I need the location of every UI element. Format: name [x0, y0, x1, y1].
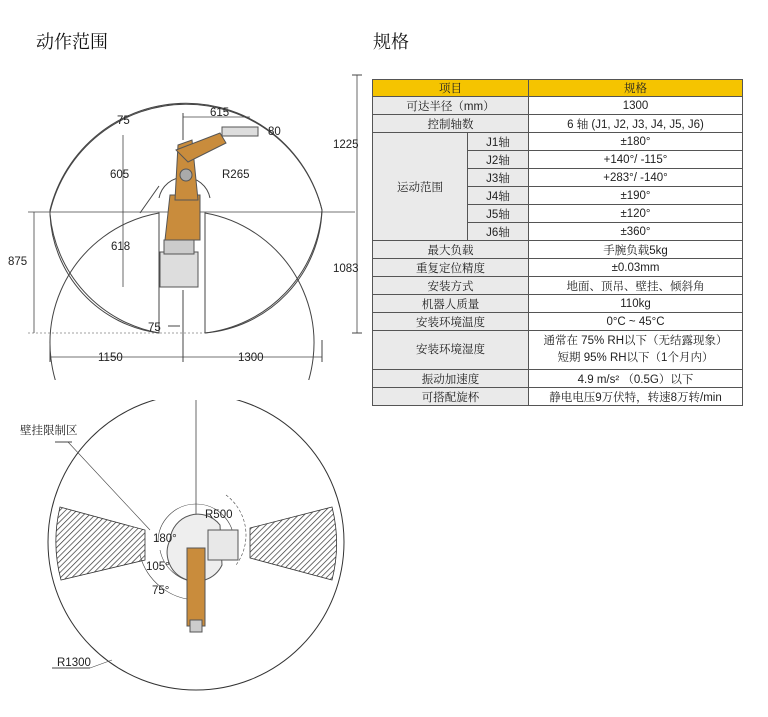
humidity-line-2: 短期 95% RH以下（1个月内） [557, 352, 714, 364]
table-header-row [373, 80, 743, 97]
humidity-line-1: 通常在 75% RH以下（无结露现象） [543, 335, 728, 347]
dim-1225: 1225 [333, 139, 359, 151]
axis-value: +140°/ -115° [529, 151, 743, 169]
row-value: ±0.03mm [529, 259, 743, 277]
row-value: 4.9 m/s² （0.5G）以下 [529, 370, 743, 388]
header-item: 项目 [373, 80, 529, 97]
dim-618: 618 [111, 241, 131, 253]
side-view-diagram [0, 0, 370, 380]
table-row [373, 370, 743, 388]
table-row [373, 331, 743, 370]
radius-265: R265 [222, 169, 250, 181]
wall-limit-right [250, 507, 337, 580]
row-value: 6 轴 (J1, J2, J3, J4, J5, J6) [529, 115, 743, 133]
motion-range-label: 运动范围 [373, 133, 468, 241]
row-label: 重复定位精度 [373, 259, 529, 277]
axis-value: ±360° [529, 223, 743, 241]
spec-heading: 规格 [373, 32, 409, 53]
dim-1150: 1150 [98, 352, 123, 364]
row-label: 可搭配旋杯 [373, 388, 529, 406]
table-row [373, 313, 743, 331]
axis-label: J6轴 [468, 223, 529, 241]
axis-value: ±180° [529, 133, 743, 151]
dim-615: 615 [210, 107, 230, 119]
row-value: 110kg [529, 295, 743, 313]
axis-label: J2轴 [468, 151, 529, 169]
table-row [373, 97, 743, 115]
row-value: 地面、顶吊、壁挂、倾斜角 [529, 277, 743, 295]
row-label: 安装方式 [373, 277, 529, 295]
row-value: 1300 [529, 97, 743, 115]
row-value: 静电电压9万伏特，转速8万转/min [529, 388, 743, 406]
axis-value: +283°/ -140° [529, 169, 743, 187]
dim-1083: 1083 [333, 263, 359, 275]
row-value [529, 331, 743, 370]
table-row [373, 241, 743, 259]
angle-180: 180° [153, 533, 177, 545]
row-label: 安装环境温度 [373, 313, 529, 331]
row-label: 振动加速度 [373, 370, 529, 388]
range-heading: 动作范围 [36, 32, 108, 53]
dim-875: 875 [8, 256, 28, 268]
dim-75-top: 75 [117, 115, 130, 127]
dim-605: 605 [110, 169, 130, 181]
row-value: 0°C ~ 45°C [529, 313, 743, 331]
radius-1300: R1300 [57, 657, 91, 669]
table-row [373, 115, 743, 133]
row-value: 手腕负载5kg [529, 241, 743, 259]
table-row [373, 388, 743, 406]
axis-value: ±190° [529, 187, 743, 205]
table-row [373, 277, 743, 295]
table-row [373, 295, 743, 313]
row-label: 安装环境湿度 [373, 331, 529, 370]
header-spec: 规格 [529, 80, 743, 97]
row-label: 最大负载 [373, 241, 529, 259]
axis-label: J1轴 [468, 133, 529, 151]
dim-1300: 1300 [238, 352, 264, 364]
dim-80: 80 [268, 126, 281, 138]
dim-75-bottom: 75 [148, 322, 161, 334]
axis-label: J4轴 [468, 187, 529, 205]
angle-105: 105° [146, 561, 170, 573]
radius-500: R500 [205, 509, 233, 521]
wall-limit-label: 壁挂限制区 [20, 425, 78, 437]
top-view-diagram [0, 400, 370, 717]
angle-75: 75° [152, 585, 170, 597]
row-label: 机器人质量 [373, 295, 529, 313]
robot-side-icon [160, 127, 258, 287]
wall-limit-left [56, 507, 145, 580]
table-row [373, 259, 743, 277]
axis-value: ±120° [529, 205, 743, 223]
axis-label: J5轴 [468, 205, 529, 223]
table-row [373, 133, 743, 151]
row-label: 控制轴数 [373, 115, 529, 133]
spec-table [372, 79, 743, 406]
axis-label: J3轴 [468, 169, 529, 187]
robot-top-icon [167, 514, 238, 632]
row-label: 可达半径（mm） [373, 97, 529, 115]
